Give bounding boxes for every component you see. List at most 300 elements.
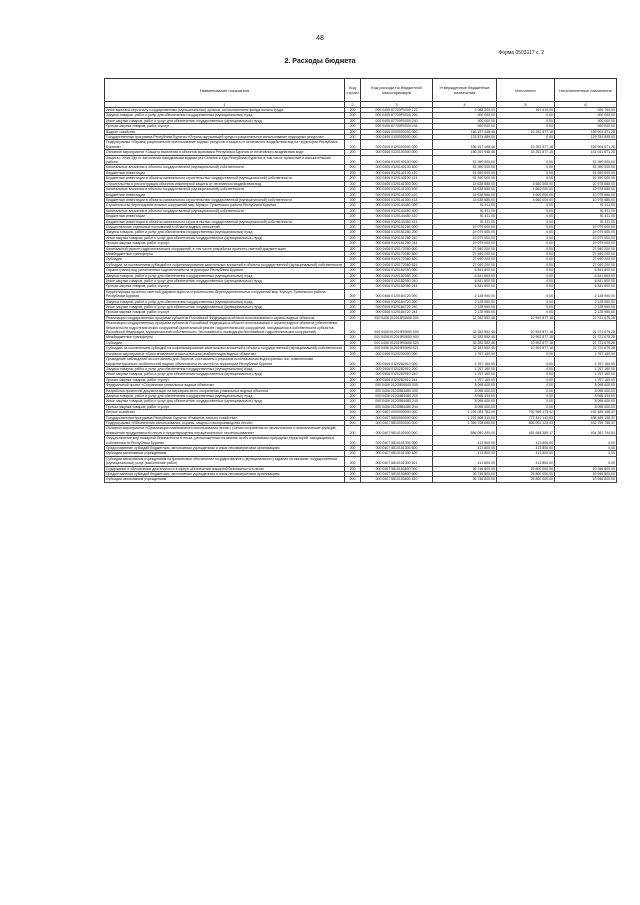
cell-approved: 8 098 400,00 [433,388,497,393]
cell-name: Иные закупки товаров, работ и услуг для обеспечения государственных (муниципальных) нужд [105,118,345,123]
cell-executed: 10 592 877,18 [497,346,555,351]
cell-unexecuted: 150 904 571,28 [555,129,617,134]
cell-executed: 0,00 [497,393,555,398]
cell-executed: 0,00 [497,399,555,404]
cell-unexecuted: 21 721 675,28 [555,340,617,345]
cell-unexecuted: 21 721 675,28 [555,346,617,351]
cell-executed: 15 252 877,18 [497,129,555,134]
cell-name: Бюджетные инвестиции в объекты капитального строительства государственной (муниципальной) собственности [105,176,345,181]
cell-line: 200 [345,366,361,371]
cell-code: 000 0406 0120141000 400 [361,187,433,192]
cell-line: 200 [345,124,361,129]
cell-name: Закупка товаров, работ и услуг для обеспечения государственных (муниципальных) нужд [105,299,345,304]
cell-executed: 10 592 877,18 [497,321,555,335]
cell-approved: 19 079 000,00 [433,224,497,229]
cell-approved: 32 282 552,46 [433,315,497,320]
cell-line: 200 [345,399,361,404]
cell-approved: 32 282 552,46 [433,340,497,345]
cell-unexecuted: 2 128 950,00 [555,299,617,304]
cell-name: Закупка товаров, работ и услуг для обеспечения государственных (муниципальных) нужд [105,366,345,371]
cell-approved: 2 128 950,00 [433,305,497,310]
cell-unexecuted: 10 946 800,00 [555,472,617,477]
page-number: 48 [316,35,324,42]
cell-line: 200 [345,273,361,278]
cell-name: Осуществление отдельных полномочий в области водных отношений [105,224,345,229]
cell-approved: 156 291 948,46 [433,150,497,155]
cell-unexecuted: 19 079 000,00 [555,224,617,229]
cell-name: Защита г. Улан-Удэ от затопления паводковыми водами рек Селенга и Уда Республики Бурятия, в том числе проектные и изыскательские работы [105,155,345,165]
cell-line: 200 [345,203,361,208]
cell-name: Иные закупки товаров, работ и услуг для обеспечения государственных (муниципальных) нужд [105,399,345,404]
form-label: Форма 0503117 с. 2 [498,50,544,56]
header-row [105,79,617,102]
cell-name: Предоставление субсидий бюджетным, автономным учреждениям и иным некоммерческим организациям [105,446,345,451]
cell-approved: 51 390 000,00 [433,155,497,165]
cell-unexecuted: 6 841 800,00 [555,273,617,278]
header-executed: Исполнено [497,79,555,102]
cell-line: 200 [345,426,361,436]
cell-name: Бюджетные инвестиции [105,214,345,219]
cell-line: 200 [345,388,361,393]
cell-unexecuted: 19 079 000,00 [555,241,617,246]
cell-line: 200 [345,135,361,140]
cell-line: 200 [345,197,361,202]
cell-line: 200 [345,305,361,310]
header-unexecuted: Неисполненные назначения [555,79,617,102]
cell-name: Капитальный ремонт гидротехнических сооружений, в том числе разработка проектно-сметной документации [105,246,345,251]
table-row [105,436,617,446]
cell-code: 000 0406 0120151280 000 [361,224,433,229]
cell-name: Прочая закупка товаров, работ и услуг [105,377,345,382]
cell-approved: 1 767 160,00 [433,357,497,367]
cell-approved: 413 800,00 [433,451,497,456]
cell-executed: 0,00 [497,377,555,382]
cell-unexecuted: 6 841 800,00 [555,268,617,273]
cell-unexecuted: 1 767 160,00 [555,351,617,356]
cell-executed: 0,00 [497,268,555,273]
cell-line: 200 [345,289,361,299]
cell-approved: 51 390 000,00 [433,165,497,170]
cell-approved: 27 940 200,00 [433,257,497,262]
cell-line: 200 [345,451,361,456]
cell-code: 000 0406 012019R0650 520 [361,340,433,345]
cell-unexecuted: 900 000,00 [555,113,617,118]
cell-executed: 0,00 [497,383,555,388]
cell-line: 200 [345,372,361,377]
cell-name: Предоставление субсидий бюджетным, автономным учреждениям и иным некоммерческим организациям [105,472,345,477]
header-classification-code: Код расхода по бюджетной классификации [361,79,433,102]
cell-executed: 0,00 [497,273,555,278]
cell-unexecuted: 19 079 000,00 [555,235,617,240]
cell-code: 000 0405 87700Р0000 200 [361,113,433,118]
cell-executed: 161 410,00 [497,108,555,113]
cell-line: 200 [345,118,361,123]
cell-unexecuted: 926 790,00 [555,108,617,113]
cell-executed: 0,00 [497,305,555,310]
cell-unexecuted: 2 128 950,00 [555,310,617,315]
cell-unexecuted: 900 000,00 [555,118,617,123]
cell-approved: 32 282 552,46 [433,346,497,351]
cell-line: 200 [345,357,361,367]
cell-name: Основное мероприятие «Восстановление и экологическая реабилитация водных объектов» [105,351,345,356]
cell-approved: 413 800,00 [433,456,497,466]
cell-line: 200 [345,446,361,451]
cell-name: Закупка товаров, работ и услуг для обеспечения государственных (муниципальных) нужд [105,113,345,118]
table-row [105,456,617,466]
cell-code: 000 0406 0120184720 000 [361,289,433,299]
cell-line: 200 [345,241,361,246]
cell-executed: 0,00 [497,372,555,377]
cell-name: Иные закупки товаров, работ и услуг для обеспечения государственных (муниципальных) нужд [105,372,345,377]
cell-line: 200 [345,335,361,340]
cell-code: 000 0406 0120141000 000 [361,181,433,186]
cell-code: 000 0406 0120100000 000 [361,150,433,155]
cell-executed: 0,00 [497,135,555,140]
cell-name: Субсидии автономным учреждениям [105,451,345,456]
cell-executed: 0,00 [497,113,555,118]
cell-code: 000 0406 0120182050 000 [361,268,433,273]
cell-name: Капитальные вложения в объекты государственной (муниципальной) собственности [105,187,345,192]
cell-executed: 0,00 [497,366,555,371]
cell-unexecuted: 0,00 [555,446,617,451]
cell-code: 000 0406 012018R0650 000 [361,315,433,320]
cell-line: 200 [345,346,361,351]
cell-executed: 0,00 [497,124,555,129]
cell-line: 200 [345,377,361,382]
cell-line: 200 [345,181,361,186]
cell-approved: 51 390 000,00 [433,176,497,181]
cell-line: 200 [345,257,361,262]
header-line-code: Код строки [345,79,361,102]
cell-approved: 32 282 552,46 [433,335,497,340]
cell-name: Проведение наблюдений за состоянием дна, берегов, состоянием и режимом использования водоохранных зон, изменениями морфометрических особенностей водных объектов или их частей на территории Республики Бурятия [105,357,345,367]
cell-code: 000 0405 87700Р0000 240 [361,118,433,123]
cell-line: 200 [345,170,361,175]
cell-name: Содержание и обеспечение деятельности в сфере обеспечения пожарной безопасности в лесах [105,466,345,471]
cell-code: 000 0405 87700Р0000 244 [361,124,433,129]
cell-approved: 15 638 586,00 [433,197,497,202]
cell-executed: 413 800,00 [497,436,555,446]
cell-line: 200 [345,113,361,118]
cell-unexecuted: 6 841 800,00 [555,284,617,289]
cell-approved: 166 157 448,46 [433,129,497,134]
table-row [105,357,617,367]
cell-code: 000 0406 0120172080 520 [361,257,433,262]
cell-approved: 133 874 489,00 [433,135,497,140]
cell-unexecuted: 404 381 794,83 [555,426,617,436]
section-title: 2. Расходы бюджета [284,58,356,65]
cell-executed: 0,00 [497,165,555,170]
cell-name: Субсидии [105,340,345,345]
cell-code: 000 0406 0120144450 414 [361,219,433,224]
cell-name: Разработка проектной документации на мероприятия по сохранению уникальных водных объектов [105,388,345,393]
cell-name: Государственная программа Республики Бурятия «Развитие лесного хозяйства» [105,415,345,420]
cell-line: 200 [345,410,361,415]
cell-executed: 25 800 000,00 [497,477,555,482]
cell-code: 000 0406 0120140100 000 [361,155,433,165]
cell-code: 000 0406 0120282910 240 [361,372,433,377]
cell-line: 200 [345,268,361,273]
cell-executed: 0,00 [497,224,555,229]
cell-line: 200 [345,108,361,113]
cell-executed: 413 800,00 [497,451,555,456]
cell-executed: 0,00 [497,176,555,181]
cell-executed: 25 800 000,00 [497,472,555,477]
cell-line: 200 [345,262,361,267]
cell-unexecuted: 10 978 586,00 [555,197,617,202]
cell-code: 000 0406 0100000000 000 [361,135,433,140]
expenses-table [104,78,617,483]
cell-unexecuted: 21 721 675,28 [555,315,617,320]
cell-line: 200 [345,224,361,229]
cell-unexecuted: 8 098 400,00 [555,388,617,393]
cell-code: 000 0407 5810151300 620 [361,451,433,456]
cell-code: 000 0406 0120184720 240 [361,305,433,310]
cell-approved: 15 638 586,00 [433,187,497,192]
cell-line: 200 [345,477,361,482]
cell-approved: 900 000,00 [433,113,497,118]
cell-executed: 0,00 [497,257,555,262]
cell-approved: 19 079 000,00 [433,235,497,240]
cell-code: 000 0406 012019R0650 500 [361,335,433,340]
cell-unexecuted: 91 411,00 [555,214,617,219]
cell-approved: 1 216 508 310,00 [433,415,497,420]
cell-unexecuted: 10 946 800,00 [555,477,617,482]
cell-unexecuted: 2 128 950,00 [555,289,617,299]
cell-name: Подпрограмма «Охрана, рациональное использование водных ресурсов и защита от негативного воздействия вод на территории Республики Бурятия» [105,140,345,150]
cell-unexecuted: 1 767 160,00 [555,357,617,367]
cell-approved: 19 079 000,00 [433,230,497,235]
cell-unexecuted: 51 390 000,00 [555,176,617,181]
cell-executed: 0,00 [497,214,555,219]
cell-code: 000 0406 0120182050 244 [361,284,433,289]
cell-name: Закупка товаров, работ и услуг для обеспечения государственных (муниципальных) нужд [105,393,345,398]
cell-line: 200 [345,466,361,471]
cell-code: 000 0406 012019R0650 521 [361,346,433,351]
column-number: 4 [433,102,497,108]
cell-line: 200 [345,393,361,398]
cell-name: Межбюджетные трансферты [105,251,345,256]
cell-approved: 6 841 800,00 [433,273,497,278]
cell-name: Осуществление мер пожарной безопасности в лесах, расположенных на землях особо охраняемых природных территорий, находящихся в собственности Республики Бурятия [105,436,345,446]
cell-unexecuted: 8 098 400,00 [555,393,617,398]
cell-approved: 32 282 552,46 [433,321,497,335]
cell-line: 200 [345,219,361,224]
cell-unexecuted: 1 767 160,00 [555,377,617,382]
cell-executed: 25 800 000,00 [497,466,555,471]
cell-code: 000 0406 0120282910 244 [361,377,433,382]
cell-executed: 0,00 [497,351,555,356]
cell-approved: 2 128 950,00 [433,289,497,299]
cell-executed: 413 800,00 [497,446,555,451]
cell-unexecuted: 10 946 800,00 [555,466,617,471]
column-number: 3 [361,102,433,108]
cell-unexecuted: 19 079 000,00 [555,230,617,235]
cell-approved: 166 157 448,46 [433,140,497,150]
cell-code: 000 0407 5810153800 000 [361,466,433,471]
cell-name: Основное мероприятие «Организация планомерного использования лесов с учетом сохранения их экологических и экономических функций, повышения продуктивности лесов и предотвращения нерационального лесопользования» [105,426,345,436]
cell-executed: 0,00 [497,230,555,235]
cell-approved: 15 638 586,00 [433,192,497,197]
cell-unexecuted: 129 784 895,00 [555,135,617,140]
cell-line: 200 [345,351,361,356]
cell-approved: 8 098 400,00 [433,383,497,388]
cell-line: 200 [345,284,361,289]
cell-name: Бюджетные инвестиции [105,192,345,197]
cell-code: 000 0406 0120282910 000 [361,357,433,367]
cell-executed: 0,00 [497,388,555,393]
cell-code: 000 0406 012G884480 000 [361,388,433,393]
cell-unexecuted: 0,00 [555,451,617,456]
column-number: 2 [345,102,361,108]
cell-code: 000 0405 87700Р0000 122 [361,108,433,113]
cell-unexecuted: 91 411,00 [555,203,617,208]
cell-approved: 1 359 708 690,00 [433,420,497,425]
cell-line: 200 [345,230,361,235]
cell-code: 000 0407 5810000000 000 [361,420,433,425]
cell-approved: 36 746 800,00 [433,477,497,482]
cell-line: 200 [345,436,361,446]
cell-name: Бюджетные инвестиции в объекты капитального строительства государственной (муниципальной) собственности [105,219,345,224]
cell-name: Капитальные вложения в объекты государственной (муниципальной) собственности [105,208,345,213]
column-number: 6 [555,102,617,108]
cell-unexecuted: 1 767 160,00 [555,372,617,377]
cell-line: 200 [345,472,361,477]
cell-unexecuted: 141 041 871,28 [555,150,617,155]
cell-name: Субсидии, за исключением субсидий на софинансирование капитальных вложений в объекты государственной (муниципальной) собственности [105,262,345,267]
cell-line: 200 [345,299,361,304]
cell-approved: 900 000,00 [433,124,497,129]
cell-approved: 27 940 200,00 [433,251,497,256]
cell-name: Строительство и реконструкция объектов инженерной защиты от негативного воздействия вод [105,181,345,186]
cell-executed: 15 252 877,18 [497,150,555,155]
cell-executed: 0,00 [497,208,555,213]
cell-code: 000 0406 0120144450 410 [361,214,433,219]
cell-executed: 4 660 000,00 [497,192,555,197]
cell-approved: 413 800,00 [433,446,497,451]
cell-executed: 0,00 [497,251,555,256]
cell-line: 200 [345,415,361,420]
cell-unexecuted: 8 098 400,00 [555,383,617,388]
cell-executed: 0,00 [497,284,555,289]
cell-approved: 27 940 200,00 [433,262,497,267]
cell-code: 000 0406 012G884480 244 [361,404,433,409]
cell-executed: 806 003 123,03 [497,420,555,425]
cell-approved: 91 411,00 [433,203,497,208]
cell-unexecuted: 51 390 000,00 [555,165,617,170]
cell-approved: 51 390 000,00 [433,170,497,175]
cell-unexecuted: 10 978 586,00 [555,192,617,197]
table-row [105,477,617,482]
cell-name: Прочая закупка товаров, работ и услуг [105,241,345,246]
cell-name: Государственная программа Республики Бурятия «Охрана окружающей среды и рациональное использование природных ресурсов» [105,135,345,140]
cell-code: 000 0406 0120172080 500 [361,251,433,256]
cell-line: 200 [345,321,361,335]
cell-unexecuted: 21 721 675,28 [555,321,617,335]
cell-line: 200 [345,404,361,409]
cell-name: Лесное хозяйство [105,410,345,415]
table-body [105,108,617,483]
cell-name: Закупка товаров, работ и услуг для обеспечения государственных (муниципальных) нужд [105,230,345,235]
cell-unexecuted: 27 940 200,00 [555,251,617,256]
table-row [105,289,617,299]
cell-name: Межбюджетные трансферты [105,335,345,340]
table-row [105,155,617,165]
cell-code: 000 0406 0120151280 244 [361,241,433,246]
cell-code: 000 0406 0120000000 000 [361,140,433,150]
header-name: Наименование показателя [105,79,345,102]
cell-executed: 0,00 [497,235,555,240]
cell-line: 200 [345,279,361,284]
cell-unexecuted: 2 128 950,00 [555,305,617,310]
cell-approved: 19 079 000,00 [433,241,497,246]
cell-code: 000 0406 0120172080 000 [361,246,433,251]
cell-line: 200 [345,340,361,345]
cell-approved: 900 000,00 [433,118,497,123]
cell-unexecuted: 10 978 586,00 [555,187,617,192]
table-row [105,426,617,436]
cell-approved: 1 767 160,00 [433,351,497,356]
cell-unexecuted: 150 904 571,28 [555,140,617,150]
cell-executed: 0,00 [497,241,555,246]
cell-executed: 0,00 [497,310,555,315]
cell-unexecuted: 0,00 [555,436,617,446]
cell-line: 200 [345,165,361,170]
cell-unexecuted: 27 940 200,00 [555,257,617,262]
cell-executed: 4 660 000,00 [497,197,555,202]
cell-approved: 413 800,00 [433,436,497,446]
cell-executed: 0,00 [497,262,555,267]
cell-name: Водное хозяйство [105,129,345,134]
cell-line: 200 [345,310,361,315]
cell-unexecuted: 91 411,00 [555,208,617,213]
cell-unexecuted: 0,00 [555,456,617,466]
cell-executed: 0,00 [497,246,555,251]
cell-executed: 0,00 [497,170,555,175]
cell-executed: 0,00 [497,279,555,284]
cell-approved: 8 098 400,00 [433,393,497,398]
cell-executed: 0,00 [497,219,555,224]
table-row [105,140,617,150]
cell-line: 200 [345,129,361,134]
cell-executed: 10 592 877,18 [497,340,555,345]
cell-code: 000 0407 5810100000 000 [361,426,433,436]
cell-name: Субсидии, за исключением субсидий на софинансирование капитальных вложений в объекты государственной (муниципальной) собственности [105,346,345,351]
cell-approved: 1 767 160,00 [433,372,497,377]
cell-name: Иные закупки товаров, работ и услуг для обеспечения государственных (муниципальных) нужд [105,279,345,284]
cell-code: 000 0406 0000000000 000 [361,129,433,134]
cell-code: 000 0406 0120141000 414 [361,197,433,202]
cell-executed: 0,00 [497,118,555,123]
cell-code: 000 0406 0120200000 000 [361,351,433,356]
cell-name: Субсидии автономным учреждениям [105,477,345,482]
cell-name: Реализация государственных программ субъектов Российской Федерации в области использования и охраны водных объектов [105,315,345,320]
cell-approved: 8 098 400,00 [433,399,497,404]
cell-executed: 0,00 [497,203,555,208]
cell-executed: 15 252 877,18 [497,140,555,150]
cell-name: Закупка товаров, работ и услуг для обеспечения государственных (муниципальных) нужд [105,273,345,278]
cell-approved: 2 128 950,00 [433,299,497,304]
cell-unexecuted: 51 390 000,00 [555,155,617,165]
cell-name: Иные выплаты персоналу государственных (муниципальных) органов, за исключением фонда оплаты труда [105,108,345,113]
cell-code: 000 0406 0120151280 240 [361,235,433,240]
cell-approved: 27 940 200,00 [433,246,497,251]
cell-approved: 91 411,00 [433,208,497,213]
cell-name: Прочая закупка товаров, работ и услуг [105,404,345,409]
header-approved: Утвержденные бюджетные назначения [433,79,497,102]
cell-executed: 10 592 877,18 [497,335,555,340]
cell-line: 200 [345,155,361,165]
